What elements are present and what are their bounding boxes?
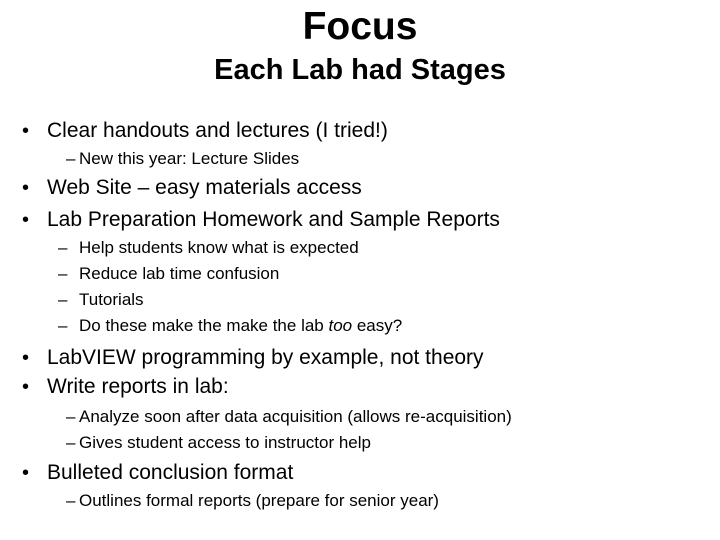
bullet-text: Web Site – easy materials access [47, 176, 362, 199]
slide-title: Focus [302, 5, 418, 48]
dash-marker: – [66, 433, 76, 452]
sub-bullet-text: Gives student access to instructor help [79, 433, 371, 452]
dash-marker: – [58, 238, 68, 257]
bullet-text: Lab Preparation Homework and Sample Reports [47, 208, 500, 231]
sub-bullet-text: Analyze soon after data acquisition (allows re-acquisition) [79, 407, 512, 426]
text-segment: easy? [352, 316, 403, 335]
sub-bullet-text [79, 315, 402, 337]
sub-bullet-text: Reduce lab time confusion [79, 264, 280, 283]
text-segment: Do these make the make the lab [79, 316, 329, 335]
bullet-marker: • [22, 177, 30, 199]
dash-marker: – [58, 264, 68, 283]
sub-bullet-text: Tutorials [79, 290, 144, 309]
dash-marker: – [58, 290, 68, 309]
slide-subtitle: Each Lab had Stages [214, 54, 506, 86]
bullet-text: Clear handouts and lectures (I tried!) [47, 119, 388, 142]
bullet-text: Write reports in lab: [47, 375, 229, 398]
dash-marker: – [66, 491, 76, 510]
dash-marker: – [58, 316, 68, 335]
bullet-marker: • [22, 347, 30, 369]
bullet-marker: • [22, 462, 30, 484]
bullet-text: LabVIEW programming by example, not theory [47, 346, 484, 369]
bullet-marker: • [22, 209, 30, 231]
bullet-marker: • [22, 120, 30, 142]
bullet-marker: • [22, 376, 30, 398]
bullet-text: Bulleted conclusion format [47, 461, 294, 484]
sub-bullet-text: New this year: Lecture Slides [79, 149, 300, 168]
emphasis-text: too [328, 316, 353, 335]
dash-marker: – [66, 407, 76, 426]
sub-bullet-text: Help students know what is expected [79, 238, 359, 257]
sub-bullet-text: Outlines formal reports (prepare for senior year) [79, 491, 439, 510]
dash-marker: – [66, 149, 76, 168]
